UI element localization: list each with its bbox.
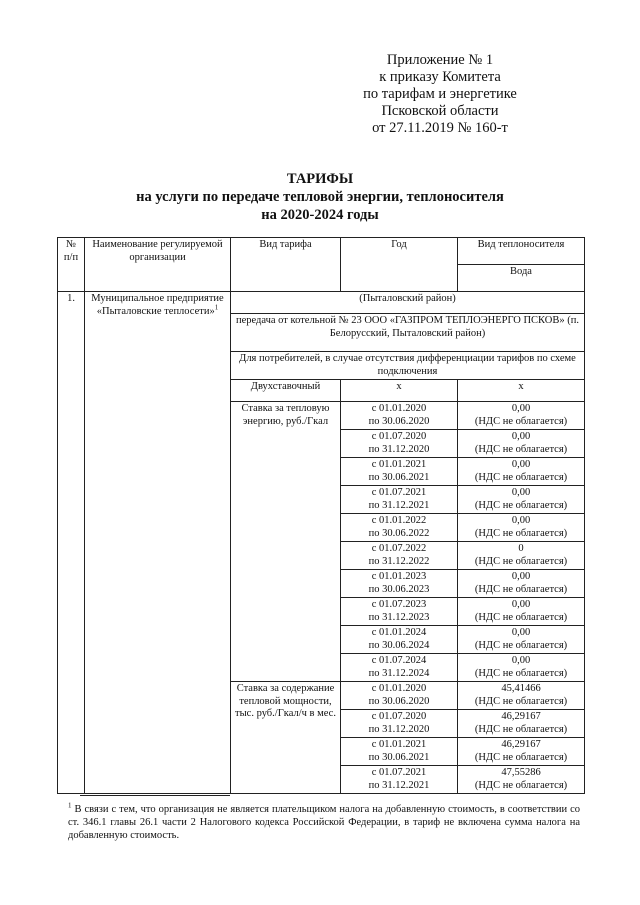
footnote-text: В связи с тем, что организация не является плательщиком налога на добавленную стоимость, в соответствии со ст. 346.1 главы 26.1 части 2 Налогового кодекса Российской Федерации, в тариф не включена сумма налога на добавленную стоимость. [68,804,581,841]
period-cell [341,486,458,514]
period-to: по 30.06.2020 [368,415,430,427]
appendix-block [340,52,540,137]
footnote-mark: 1 [214,303,219,311]
period-cell [341,766,458,794]
period-from: с 01.07.2023 [371,599,427,610]
period-to: по 30.06.2021 [368,751,430,763]
period-to: по 31.12.2021 [368,779,430,791]
tariff-value: 0,00 [511,655,531,666]
tariff-value: 0,00 [511,515,531,526]
period-cell [341,654,458,682]
period-cell [341,430,458,458]
appendix-line: к приказу Комитета [379,69,501,85]
document-title [40,170,600,224]
period-cell [341,710,458,738]
tariff-value-cell [458,598,585,626]
tariff-value: 0,00 [511,459,531,470]
tariff-value: 0,00 [511,627,531,638]
appendix-line: по тарифам и энергетике [363,86,517,102]
title-line: ТАРИФЫ [286,171,354,187]
period-to: по 30.06.2022 [368,527,430,539]
period-from: с 01.07.2020 [371,431,427,442]
tariff-value: 0,00 [511,487,531,498]
tariff-value: 0,00 [511,431,531,442]
tariff-value: 46,29167 [501,739,541,750]
district-label: (Пыталовский район) [231,292,585,314]
capacity-rate-label: Ставка за содержание тепловой мощности, тыс. руб./Гкал/ч в мес. [231,682,341,794]
tariff-value-cell [458,654,585,682]
period-to: по 30.06.2020 [368,695,430,707]
tariff-value: 0 [518,543,524,554]
period-from: с 01.07.2022 [371,543,427,554]
period-to: по 31.12.2023 [368,611,430,623]
vat-note: (НДС не облагается) [474,639,568,651]
vat-note: (НДС не облагается) [474,415,568,427]
period-from: с 01.01.2021 [371,739,427,750]
tariff-value: 47,55286 [501,767,541,778]
vat-note: (НДС не облагается) [474,723,568,735]
period-cell [341,570,458,598]
tariff-value-cell [458,738,585,766]
vat-note: (НДС не облагается) [474,667,568,679]
period-from: с 01.07.2021 [371,767,427,778]
period-from: с 01.01.2020 [371,683,427,694]
vat-note: (НДС не облагается) [474,695,568,707]
title-line: на 2020-2024 годы [261,207,379,223]
period-to: по 31.12.2021 [368,499,430,511]
consumers-label: Для потребителей, в случае отсутствия дифференциации тарифов по схеме подключения [231,352,585,380]
tariff-value-cell [458,458,585,486]
appendix-line: Приложение № 1 [386,52,494,68]
tariff-value-cell [458,486,585,514]
two-part-year: х [341,380,458,402]
org-name [85,292,231,794]
two-part-value: х [458,380,585,402]
vat-note: (НДС не облагается) [474,527,568,539]
vat-note: (НДС не облагается) [474,751,568,763]
period-cell [341,626,458,654]
tariff-value: 0,00 [511,403,531,414]
tariff-value-cell [458,766,585,794]
period-to: по 31.12.2020 [368,443,430,455]
period-cell [341,514,458,542]
vat-note: (НДС не облагается) [474,471,568,483]
period-to: по 30.06.2021 [368,471,430,483]
row-number: 1. [58,292,85,794]
tariff-value: 0,00 [511,571,531,582]
tariff-value-cell [458,430,585,458]
footnote-mark: 1 [68,801,72,810]
two-part-label: Двухставочный [231,380,341,402]
period-cell [341,738,458,766]
period-to: по 31.12.2022 [368,555,430,567]
header-tariff-type: Вид тарифа [231,238,341,292]
period-cell [341,682,458,710]
title-line: на услуги по передаче тепловой энергии, теплоносителя [136,189,504,205]
period-from: с 01.01.2024 [371,627,427,638]
tariff-table [57,237,585,794]
org-name-text: Муниципальное предприятие «Пыталовские теплосети» [91,293,224,317]
period-cell [341,458,458,486]
period-to: по 31.12.2020 [368,723,430,735]
vat-note: (НДС не облагается) [474,779,568,791]
period-cell [341,402,458,430]
header-year: Год [341,238,458,292]
period-from: с 01.07.2020 [371,711,427,722]
tariff-value-cell [458,542,585,570]
energy-rate-label: Ставка за тепловую энергию, руб./Гкал [231,402,341,682]
period-from: с 01.07.2024 [371,655,427,666]
period-from: с 01.01.2021 [371,459,427,470]
tariff-value: 45,41466 [501,683,541,694]
appendix-line: от 27.11.2019 № 160-т [372,120,508,136]
header-water: Вода [458,265,585,292]
period-to: по 30.06.2024 [368,639,430,651]
tariff-value-cell [458,682,585,710]
period-to: по 31.12.2024 [368,667,430,679]
period-from: с 01.01.2022 [371,515,427,526]
footnote [68,803,580,842]
header-carrier-type: Вид теплоносителя [458,238,585,265]
vat-note: (НДС не облагается) [474,555,568,567]
vat-note: (НДС не облагается) [474,443,568,455]
period-from: с 01.01.2023 [371,571,427,582]
header-org: Наименование регулируемой организации [85,238,231,292]
period-from: с 01.07.2021 [371,487,427,498]
tariff-value-cell [458,626,585,654]
period-from: с 01.01.2020 [371,403,427,414]
vat-note: (НДС не облагается) [474,583,568,595]
appendix-line: Псковской области [381,103,499,119]
period-to: по 30.06.2023 [368,583,430,595]
tariff-value-cell [458,570,585,598]
period-cell [341,542,458,570]
vat-note: (НДС не облагается) [474,611,568,623]
footnote-separator [80,795,230,796]
tariff-value-cell [458,402,585,430]
tariff-value-cell [458,514,585,542]
header-num: № п/п [58,238,85,292]
tariff-value: 0,00 [511,599,531,610]
tariff-value-cell [458,710,585,738]
tariff-value: 46,29167 [501,711,541,722]
boiler-label: передача от котельной № 23 ООО «ГАЗПРОМ ТЕПЛОЭНЕРГО ПСКОВ» (п. Белорусский, Пыталовский район) [231,314,585,352]
period-cell [341,598,458,626]
vat-note: (НДС не облагается) [474,499,568,511]
